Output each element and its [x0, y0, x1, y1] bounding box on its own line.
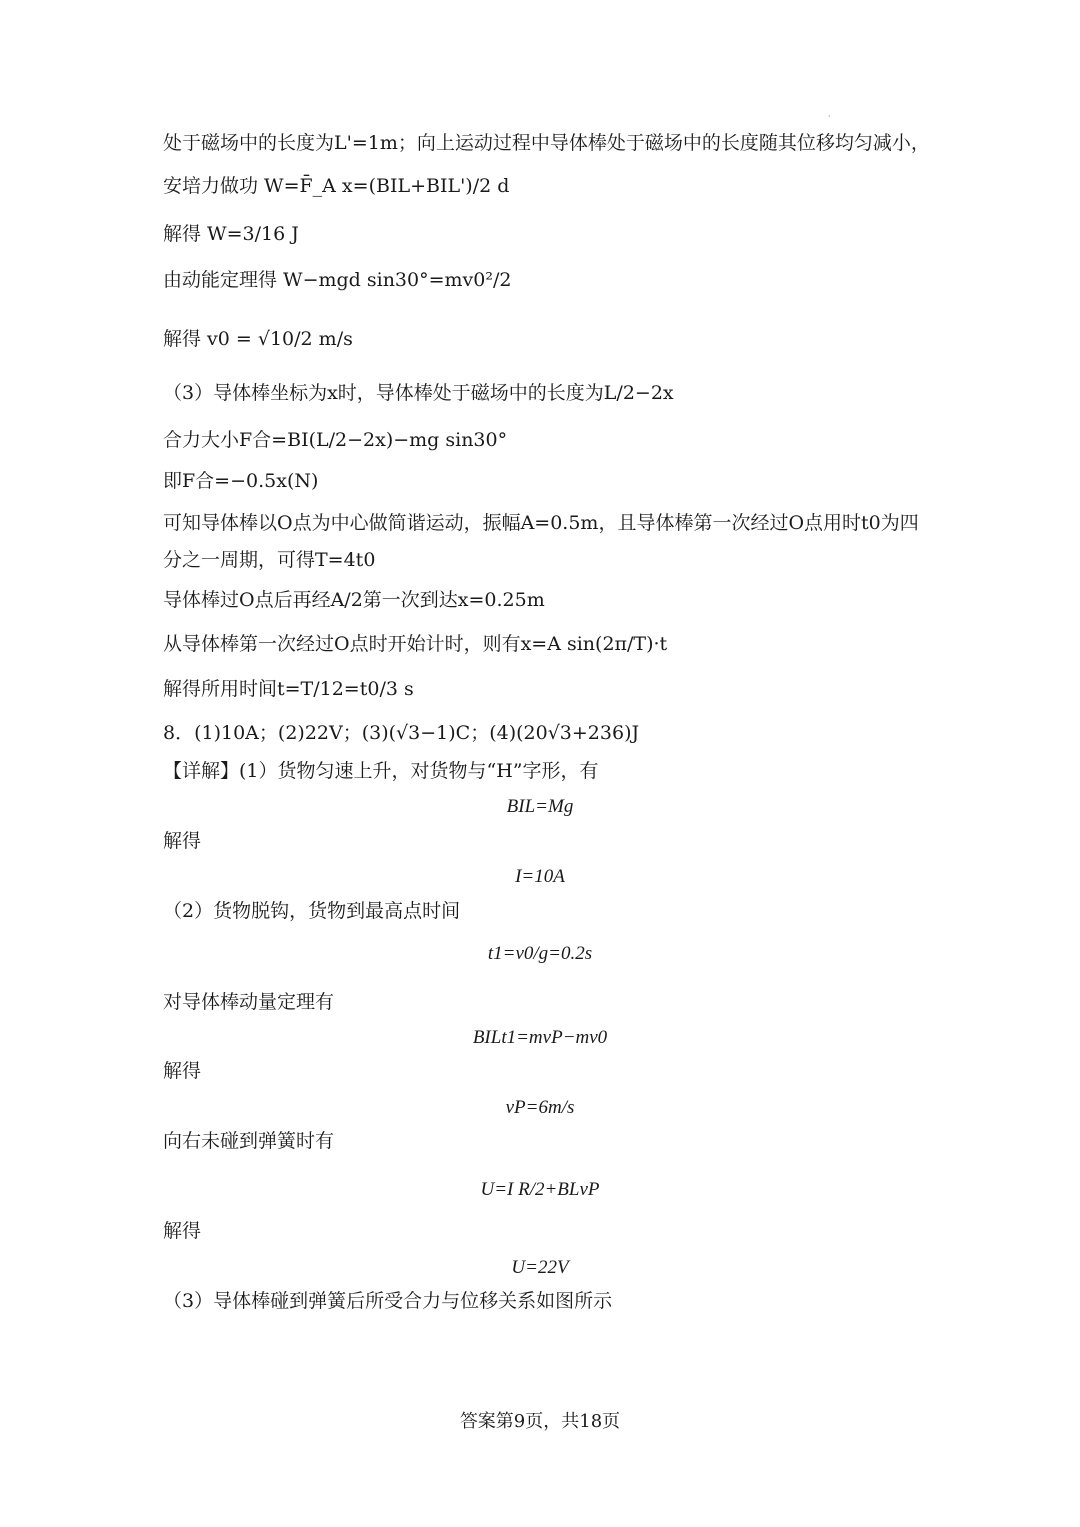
line-15: 【详解】(1）货物匀速上升，对货物与“H”字形，有: [163, 760, 599, 782]
line-17: （2）货物脱钩，货物到最高点时间: [163, 900, 461, 922]
line-7: 合力大小F合=BI(L/2−2x)−mg sin30°: [163, 429, 508, 451]
line-16: 解得: [163, 830, 202, 852]
scan-dot: ·: [828, 112, 831, 121]
line-20: 向右未碰到弹簧时有: [163, 1130, 335, 1152]
line-12: 从导体棒第一次经过O点时开始计时，则有x=A sin(2π/T)·t: [163, 633, 668, 655]
equation-3: t1=v0/g=0.2s: [487, 943, 593, 964]
line-5: 解得 v0 = √10/2 m/s: [163, 328, 353, 350]
line-9: 可知导体棒以O点为中心做简谐运动，振幅A=0.5m，且导体棒第一次经过O点用时t0为四: [163, 512, 919, 534]
line-8: 即F合=−0.5x(N): [163, 470, 319, 492]
line-21: 解得: [163, 1220, 202, 1242]
equation-7: U=22V: [511, 1257, 569, 1278]
equation-5: vP=6m/s: [505, 1097, 575, 1118]
equation-4: BILt1=mvP−mv0: [472, 1027, 608, 1048]
line-4: 由动能定理得 W−mgd sin30°=mv0²/2: [163, 269, 512, 291]
line-10: 分之一周期，可得T=4t0: [163, 549, 376, 571]
line-13: 解得所用时间t=T/12=t0/3 s: [163, 678, 414, 700]
line-6: （3）导体棒坐标为x时，导体棒处于磁场中的长度为L/2−2x: [163, 382, 674, 404]
line-11: 导体棒过O点后再经A/2第一次到达x=0.25m: [163, 589, 545, 611]
equation-2: I=10A: [515, 866, 565, 887]
line-1: 处于磁场中的长度为L'=1m；向上运动过程中导体棒处于磁场中的长度随其位移均匀减小，: [163, 132, 930, 154]
line-2: 安培力做功 W=F̄_A x=(BIL+BIL')/2 d: [163, 175, 510, 197]
line-3: 解得 W=3/16 J: [163, 223, 299, 245]
line-19: 解得: [163, 1060, 202, 1082]
line-22: （3）导体棒碰到弹簧后所受合力与位移关系如图所示: [163, 1290, 613, 1312]
line-18: 对导体棒动量定理有: [163, 991, 335, 1013]
line-14: 8．(1)10A；(2)22V；(3)(√3−1)C；(4)(20√3+236)J: [163, 722, 640, 744]
equation-1: BIL=Mg: [506, 796, 574, 817]
equation-6: U=I R/2+BLvP: [480, 1179, 600, 1200]
page-footer: 答案第9页，共18页: [459, 1411, 621, 1432]
